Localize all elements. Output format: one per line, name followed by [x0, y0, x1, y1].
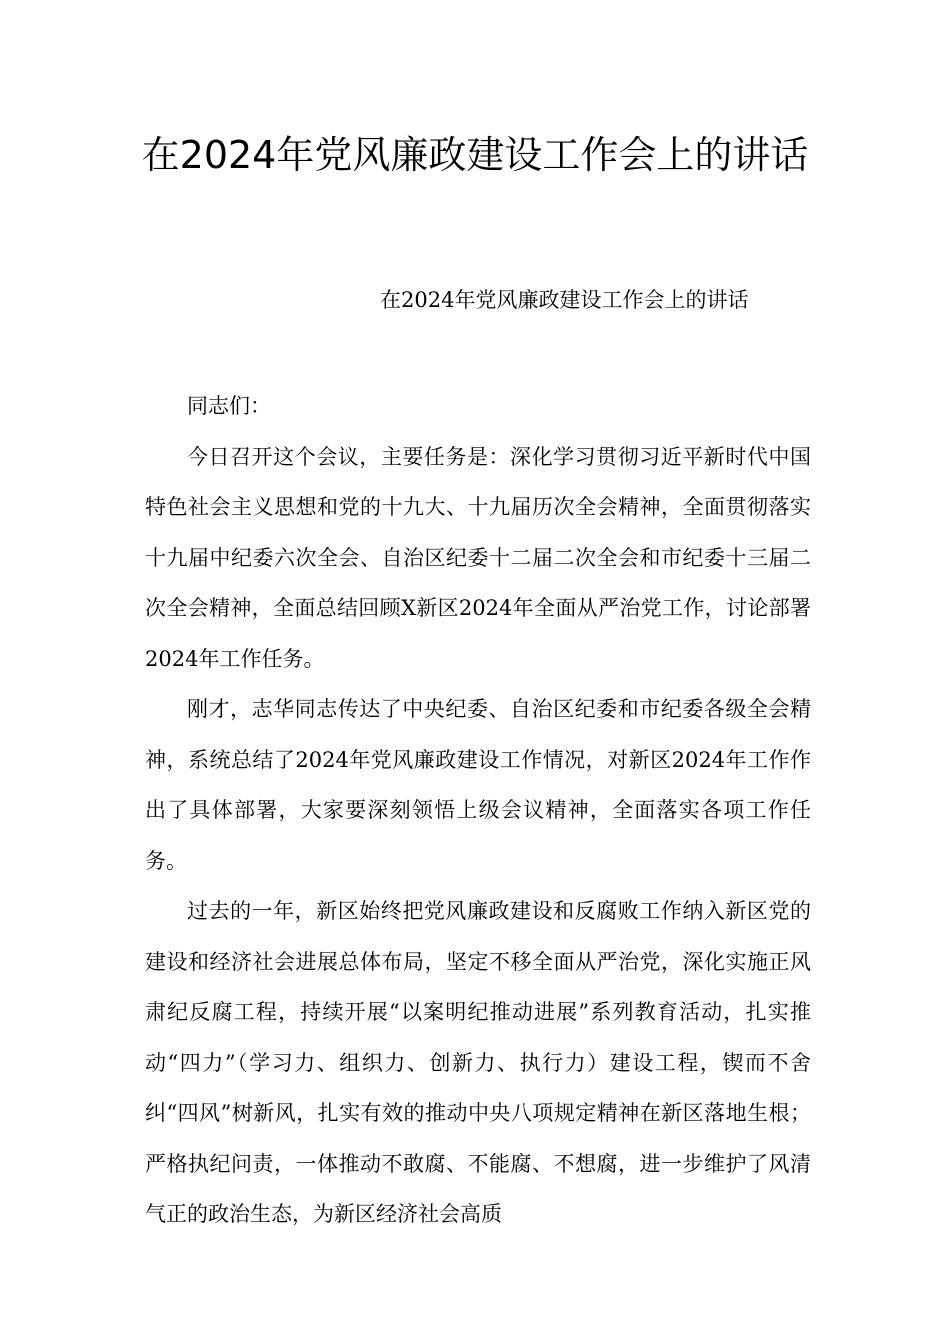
document-subtitle: 在2024年党风廉政建设工作会上的讲话 [380, 288, 749, 312]
document-body [145, 381, 811, 1240]
salutation: 同志们： [187, 394, 271, 418]
document-title: 在2024年党风廉政建设工作会上的讲话 [141, 133, 809, 177]
paragraph: 刚才，志华同志传达了中央纪委、自治区纪委和市纪委各级全会精神，系统总结了2024年党风廉政建设工作情况，对新区2024年工作作出了具体部署，大家要深刻领悟上级会议精神，全面落实各项工作任务。 [145, 697, 811, 873]
paragraph: 过去的一年，新区始终把党风廉政建设和反腐败工作纳入新区党的建设和经济社会进展总体布局，坚定不移全面从严治党，深化实施正风肃纪反腐工程，持续开展“以案明纪推动进展”系列教育活动，扎实推动“四力”（学习力、组织力、创新力、执行力）建设工程，锲而不舍纠“四风”树新风，扎实有效的推动中央八项规定精神在新区落地生根；严格执纪问责，一体推动不敢腐、不能腐、不想腐，进一步维护了风清气正的政治生态，为新区经济社会高质 [145, 899, 811, 1226]
paragraph: 今日召开这个会议，主要任务是：深化学习贯彻习近平新时代中国特色社会主义思想和党的十九大、十九届历次全会精神，全面贯彻落实十九届中纪委六次全会、自治区纪委十二届二次全会和市纪委十三届二次全会精神，全面总结回顾X新区2024年全面从严治党工作，讨论部署2024年工作任务。 [145, 444, 811, 671]
